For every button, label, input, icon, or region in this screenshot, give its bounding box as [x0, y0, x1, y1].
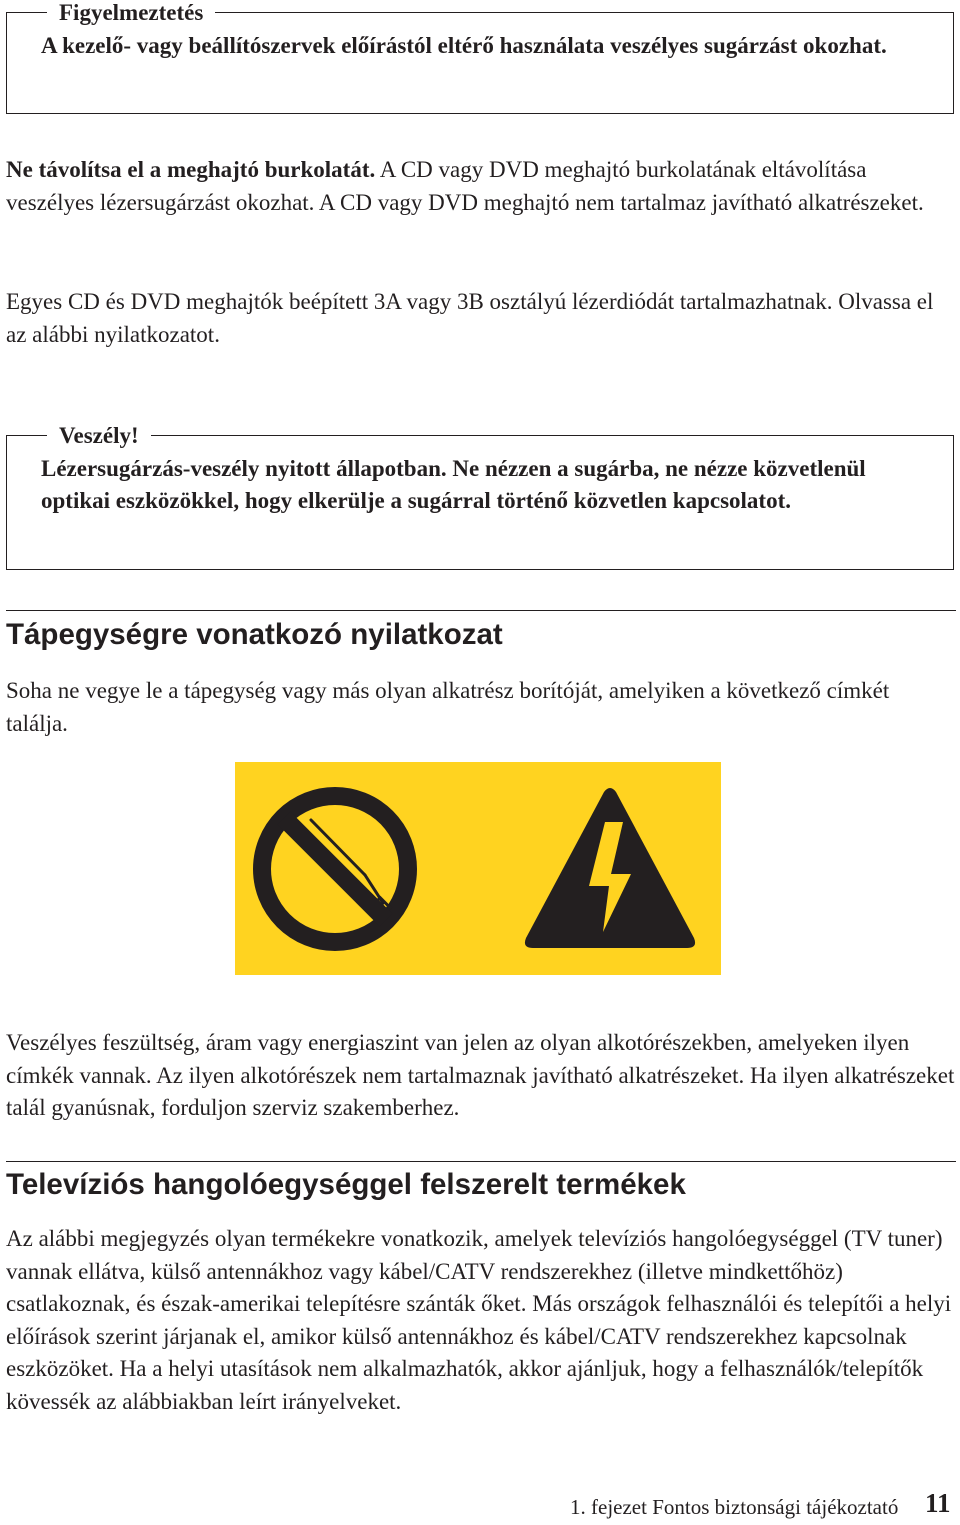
footer-page-number: 11: [925, 1488, 951, 1518]
warning-box: [6, 0, 954, 114]
cd-cover-bold-lead: Ne távolítsa el a meghajtó burkolatát.: [6, 157, 376, 182]
footer-chapter: 1. fejezet Fontos biztonsági tájékoztató: [570, 1495, 899, 1519]
power-supply-after-label: Veszélyes feszültség, áram vagy energiaszint van jelen az olyan alkotórészekben, amelyeken ilyen címkék vannak. Az ilyen alkotórészek nem tartalmaznak javítható alkatrészeket. Ha ilyen alkatrészeket talál gyanúsnak, forduljon szerviz szakemberhez.: [6, 1030, 955, 1120]
section-rule-power: [6, 610, 956, 611]
cd-cover-rest: A CD vagy DVD meghajtó burkolatának eltávolítása veszélyes lézersugárzást okozhat. A CD vagy DVD meghajtó nem tartalmaz javítható alkatrészeket.: [6, 157, 924, 215]
danger-title: Veszély!: [47, 423, 151, 449]
warning-text: A kezelő- vagy beállítószervek előírástól eltérő használata veszélyes sugárzást okozhat.: [41, 33, 887, 58]
tv-section-body: Az alábbi megjegyzés olyan termékekre vonatkozik, amelyek televíziós hangolóegységgel (TV tuner) vannak ellátva, külső antennákhoz vagy kábel/CATV rendszerekhez (illetve mindkettőhöz) csatlakoznak, és észak-amerikai telepítésre szánták őket. Más országok felhasználói és telepítői a helyi előírások szerint járjanak el, amikor külső antennákhoz és kábel/CATV rendszerekhez kapcsolnak eszközöket. Ha a helyi utasítások nem alkalmazhatók, akkor ajánljuk, hogy a felhasználók/telepítők kövessék az alábbiakban leírt irányelveket.: [6, 1226, 952, 1414]
hazard-label-graphic: [235, 762, 721, 975]
warning-title: Figyelmeztetés: [47, 0, 215, 26]
section-rule-tv: [6, 1161, 956, 1162]
danger-box: [6, 423, 954, 570]
laser-class-paragraph: Egyes CD és DVD meghajtók beépített 3A vagy 3B osztályú lézerdiódát tartalmazhatnak. Olvassa el az alábbi nyilatkozatot.: [6, 289, 934, 347]
danger-text: Lézersugárzás-veszély nyitott állapotban. Ne nézzen a sugárba, ne nézze közvetlenül optikai eszközökkel, hogy elkerülje a sugárral történő közvetlen kapcsolatot.: [41, 456, 866, 513]
cd-cover-paragraph: [6, 154, 956, 219]
power-supply-heading: Tápegységre vonatkozó nyilatkozat: [6, 618, 503, 651]
tv-section-heading: Televíziós hangolóegységgel felszerelt termékek: [6, 1168, 686, 1201]
power-supply-intro: Soha ne vegye le a tápegység vagy más olyan alkatrész borítóját, amelyiken a következő címkét találja.: [6, 678, 890, 736]
hazard-label: [235, 762, 721, 975]
